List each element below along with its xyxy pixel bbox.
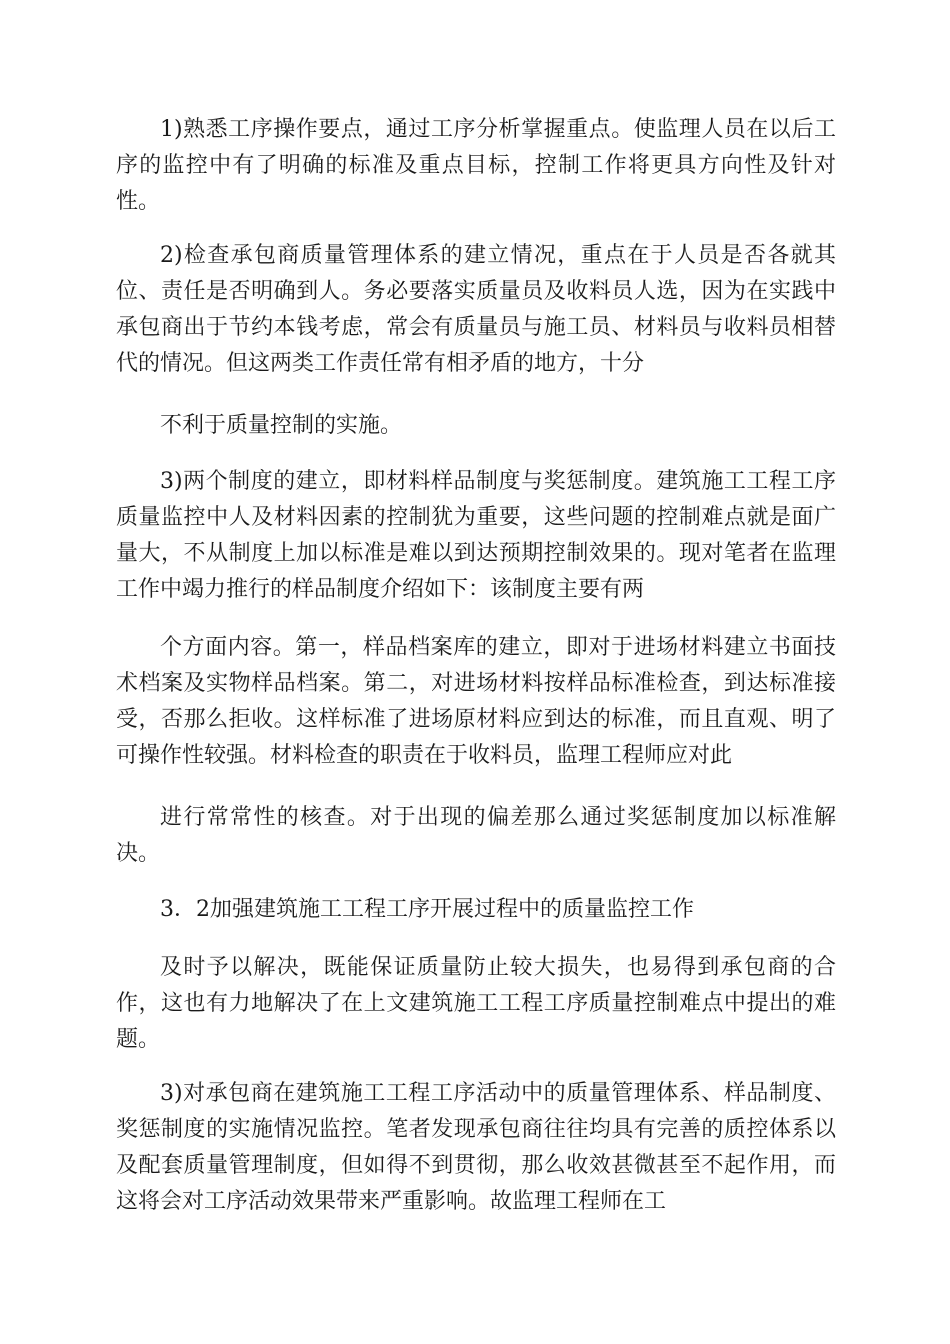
paragraph-5: 个方面内容。第一，样品档案库的建立，即对于进场材料建立书面技术档案及实物样品档案。第二，对进场材料按样品标准检查，到达标准接受，否那么拒收。这样标准了进场原材料应到达的标准，而且直观、明了可操作性较强。材料检查的职责在于收料员，监理工程师应对此 [116,635,836,768]
section-heading: 3．2加强建筑施工工程工序开展过程中的质量监控工作 [160,897,694,922]
paragraph-3: 不利于质量控制的实施。 [160,413,403,438]
paragraph-4: 3)两个制度的建立，即材料样品制度与奖惩制度。建筑施工工程工序质量监控中人及材料因素的控制犹为重要，这些问题的控制难点就是面广量大，不从制度上加以标准是难以到达预期控制效果的。现对笔者在监理工作中竭力推行的样品制度介绍如下：该制度主要有两 [116,469,836,602]
paragraph-2: 2)检查承包商质量管理体系的建立情况，重点在于人员是否各就其位、责任是否明确到人。务必要落实质量员及收料员人选，因为在实践中承包商出于节约本钱考虑，常会有质量员与施工员、材料员与收料员相替代的情况。但这两类工作责任常有相矛盾的地方，十分 [116,243,836,376]
paragraph-1: 1)熟悉工序操作要点，通过工序分析掌握重点。使监理人员在以后工序的监控中有了明确的标准及重点目标，控制工作将更具方向性及针对性。 [116,117,836,214]
paragraph-6: 进行常常性的核查。对于出现的偏差那么通过奖惩制度加以标准解决。 [116,805,836,866]
paragraph-8: 3)对承包商在建筑施工工程工序活动中的质量管理体系、样品制度、奖惩制度的实施情况监控。笔者发现承包商往往均具有完善的质控体系以及配套质量管理制度，但如得不到贯彻，那么收效甚微甚至不起作用，而这将会对工序活动效果带来严重影响。故监理工程师在工 [116,1081,836,1214]
paragraph-7: 及时予以解决，既能保证质量防止较大损失，也易得到承包商的合作，这也有力地解决了在上文建筑施工工程工序质量控制难点中提出的难题。 [116,955,836,1052]
